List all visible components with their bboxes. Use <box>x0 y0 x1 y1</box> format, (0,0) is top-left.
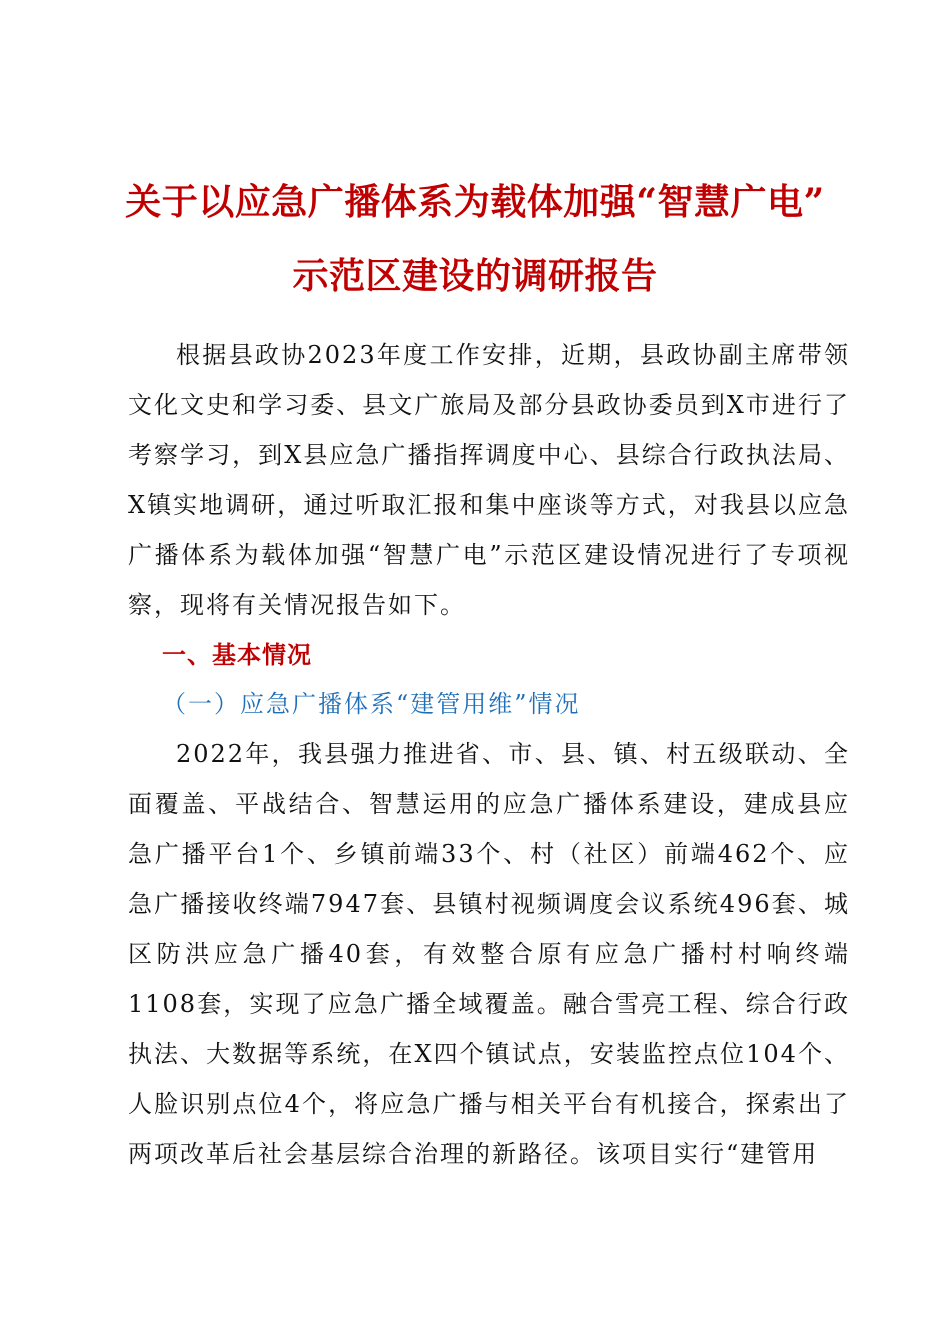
document-title-line-2: 示范区建设的调研报告 <box>292 255 658 297</box>
intro-paragraph <box>128 330 850 630</box>
section-heading-basic-situation: 一、基本情况 <box>162 641 312 669</box>
document-title-line-1: 关于以应急广播体系为载体加强“智慧广电” <box>125 181 825 223</box>
section-paragraph-text: 2022年，我县强力推进省、市、县、镇、村五级联动、全面覆盖、平战结合、智慧运用的应急广播体系建设，建成县应急广播平台1个、乡镇前端33个、村（社区）前端462个、应急广播接收终端7947套、县镇村视频调度会议系统496套、城区防洪应急广播40套，有效整合原有应急广播村村响终端1108套，实现了应急广播全域覆盖。融合雪亮工程、综合行政执法、大数据等系统，在X四个镇试点，安装监控点位104个、人脸识别点位4个，将应急广播与相关平台有机接合，探索出了两项改革后社会基层综合治理的新路径。该项目实行“建管用 <box>128 740 850 1168</box>
subsection-heading-emergency-broadcast: （一）应急广播体系“建管用维”情况 <box>162 690 581 718</box>
intro-paragraph-text: 根据县政协2023年度工作安排，近期，县政协副主席带领文化文史和学习委、县文广旅局及部分县政协委员到X市进行了考察学习，到X县应急广播指挥调度中心、县综合行政执法局、X镇实地调研，通过听取汇报和集中座谈等方式，对我县以应急广播体系为载体加强“智慧广电”示范区建设情况进行了专项视察，现将有关情况报告如下。 <box>128 341 850 619</box>
section-paragraph <box>128 729 850 1179</box>
